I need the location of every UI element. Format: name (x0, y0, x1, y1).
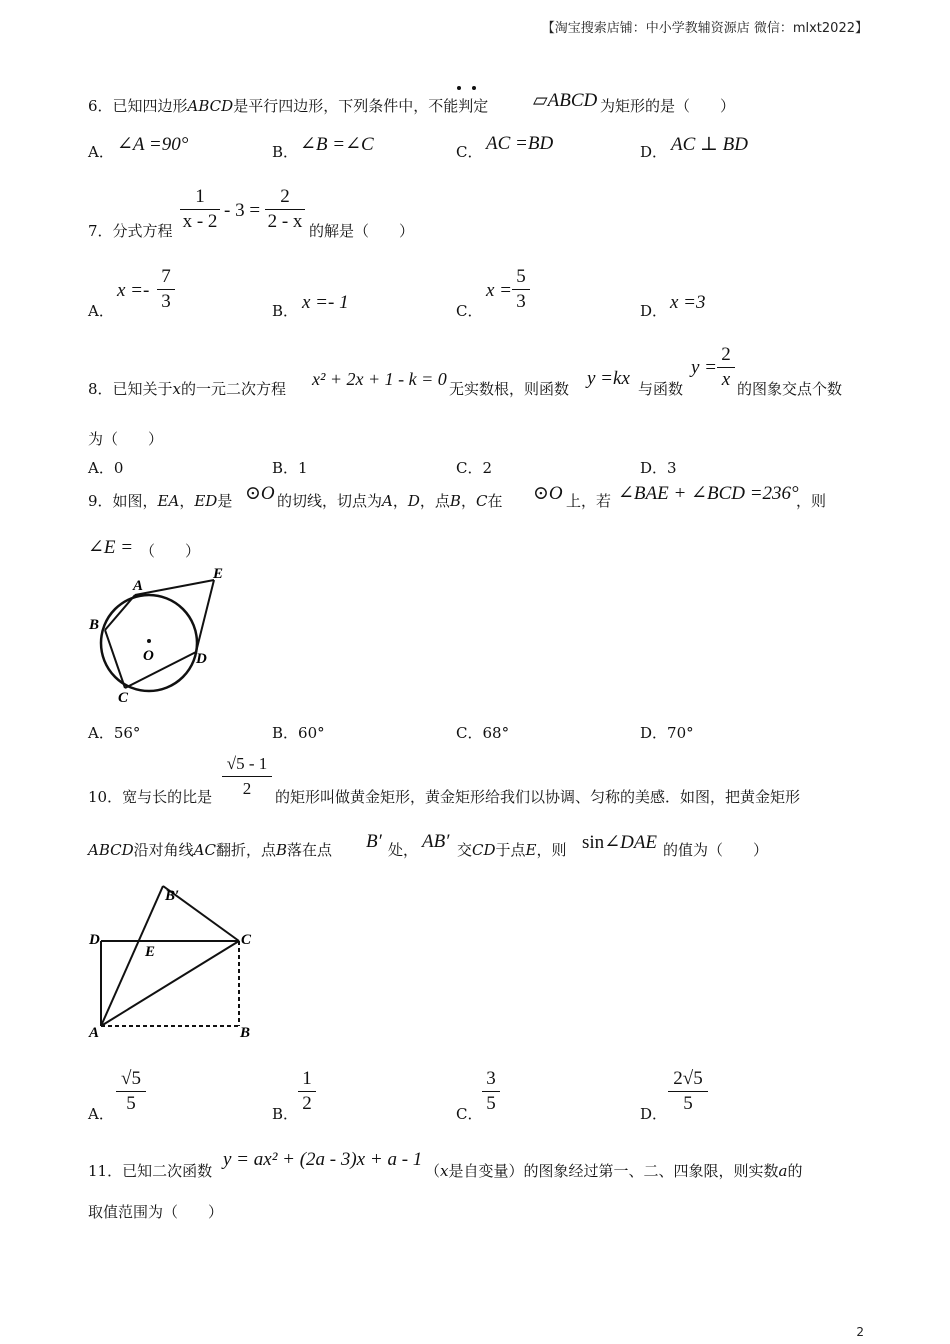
q9-stem-g: ，则 (796, 492, 827, 510)
q10-abprime: AB′ (422, 831, 450, 852)
q7-stem-a: 7．分式方程 (88, 222, 173, 240)
q10-l2-a: 沿对角线 (133, 841, 194, 859)
q8-f2-den: x (721, 369, 731, 390)
q9-option-b (272, 723, 325, 743)
q10-oa-num: √5 (121, 1068, 141, 1089)
q9-stem-d: ，点 (419, 492, 450, 510)
q6-option-d-label: D． (640, 143, 668, 161)
q7-oc-num: 5 (516, 266, 526, 287)
q9-stem-f: 上，若 (566, 492, 612, 510)
q6-stem-d: 为矩形的是（ ） (600, 97, 736, 115)
q7-stem-b: 的解是（ ） (309, 222, 415, 240)
q7-option-c-pre: x = (486, 280, 513, 301)
q8-option-d (640, 458, 677, 478)
q7-option-b-label: B． (272, 302, 299, 320)
segment-cd (125, 652, 196, 688)
q8-option-c (456, 458, 492, 478)
q8-line2: 为（ ） (88, 430, 164, 448)
q8-f2-num: 2 (721, 344, 731, 365)
q9-pt-b: B (449, 492, 461, 510)
q9-pt-c: C (475, 492, 488, 510)
q9-stem-2: 的切线，切点为A，D，点B，C在 (277, 492, 503, 510)
q9-ob-value: 60° (298, 724, 325, 742)
q7-fraction-2 (265, 186, 305, 233)
q9-oc-value: 68° (482, 724, 510, 742)
q7-f2-den: 2 - x (267, 211, 303, 232)
q10-od-den: 5 (683, 1093, 693, 1114)
label-c: C (241, 932, 252, 948)
q6-option-a-label: A． (88, 143, 114, 161)
q10-ratio-den: 2 (242, 779, 252, 798)
segment-ac (101, 941, 239, 1026)
q10-ratio-num: √5 - 1 (226, 754, 268, 773)
q10-l2-e: 交 (457, 841, 473, 859)
q9-circle-1: ⊙O (245, 483, 275, 504)
q7-f1-num: 1 (195, 186, 205, 207)
q7-fraction-1 (180, 186, 220, 233)
segment-ae (135, 580, 214, 595)
segment-ed (196, 580, 214, 652)
label-c: C (118, 690, 129, 706)
q10-abcd: ABCD (88, 841, 134, 859)
label-bprime: B′ (165, 888, 180, 904)
q8-oc-value: 2 (482, 459, 493, 477)
q8-function-2-fraction (717, 344, 735, 391)
q10-figure (85, 880, 260, 1040)
q6-option-b-label: B． (272, 143, 299, 161)
q8-stem (88, 379, 286, 399)
q9-oa-value: 56° (113, 724, 141, 742)
q10-option-d (668, 1068, 708, 1115)
q9-ea: EA (157, 492, 180, 510)
q10-l2-h: 的值为（ ） (663, 841, 769, 859)
q9-od-value: 70° (667, 724, 694, 742)
q6-stem-c: 判定 (458, 97, 489, 115)
q10-cd: CD (472, 841, 496, 859)
segment-ab (105, 595, 135, 630)
q10-option-b (298, 1068, 316, 1115)
q7-option-d: x =3 (670, 292, 706, 313)
q7-f2-num: 2 (280, 186, 290, 207)
label-o: O (143, 648, 154, 664)
q9-stem-b: 是 (217, 492, 233, 510)
q8-stem-e: 的图象交点个数 (737, 380, 843, 398)
q9-pt-a: A (382, 492, 393, 510)
q9-angle-e: ∠E = (88, 537, 134, 558)
q7-option-c-label: C． (456, 302, 483, 320)
q9-option-a (88, 723, 140, 743)
q8-equation: x² + 2x + 1 - k = 0 (312, 369, 447, 389)
q10-stem-a: 10．宽与长的比是 (88, 788, 213, 806)
q7-f1-den: x - 2 (182, 211, 218, 232)
q10-l2-f: 于点 (495, 841, 526, 859)
q6-stem-a: 6．已知四边形 (88, 97, 188, 115)
q8-stem-c: 无实数根，则函数 (449, 380, 570, 398)
q10-option-b-label: B． (272, 1105, 299, 1123)
q10-l2-b: 翻折，点 (215, 841, 276, 859)
q11-stem-d: 的 (787, 1162, 803, 1180)
q10-sin: sin∠DAE (582, 832, 658, 853)
q10-option-d-label: D． (640, 1105, 668, 1123)
q8-od-label: D． (640, 459, 668, 477)
emphasis-dot (457, 86, 461, 90)
q8-oa-label: A． (88, 459, 114, 477)
label-d: D (196, 651, 207, 667)
q7-option-a-label: A． (88, 302, 114, 320)
q6-option-b: ∠B =∠C (300, 134, 374, 155)
q9-oa-label: A． (88, 724, 114, 742)
q11-line2: 取值范围为（ ） (88, 1203, 224, 1221)
q6-stem-b: 是平行四边形，下列条件中， (233, 97, 429, 115)
center-dot (147, 639, 151, 643)
q7-oa-num: 7 (161, 266, 171, 287)
q10-ob-num: 1 (302, 1068, 312, 1089)
q6-stem (88, 96, 488, 116)
q10-stem-b: 的矩形叫做黄金矩形，黄金矩形给我们以协调、匀称的美感．如图，把黄金矩形 (275, 788, 801, 806)
label-d: D (89, 932, 100, 948)
q9-comma: ， (179, 492, 195, 510)
q9-option-c (456, 723, 509, 743)
q10-oa-den: 5 (126, 1093, 136, 1114)
q10-l2-g: ，则 (536, 841, 567, 859)
q9-stem-c: 的切线，切点为 (277, 492, 383, 510)
q10-ratio-fraction (222, 753, 272, 800)
q10-pe: E (525, 841, 537, 859)
q8-var: x (172, 380, 182, 398)
label-b: B (89, 617, 100, 633)
q7-option-c-fraction (512, 266, 530, 313)
q10-od-num: 2√5 (673, 1068, 703, 1089)
q6-option-c-label: C． (456, 143, 483, 161)
q7-mid: - 3 = (224, 200, 261, 221)
q9-oc-label: C． (456, 724, 483, 742)
q9-condition: ∠BAE + ∠BCD =236° (618, 483, 799, 504)
page-number: 2 (856, 1325, 864, 1339)
q7-oa-den: 3 (161, 291, 171, 312)
q11-stem-b: （ (425, 1162, 441, 1180)
q10-bprime: B′ (366, 831, 382, 852)
q8-stem-d: 与函数 (638, 380, 684, 398)
q9-stem-e: 在 (487, 492, 503, 510)
q9-figure (85, 560, 235, 708)
q11-stem-c: 是自变量）的图象经过第一、二、四象限，则实数 (448, 1162, 779, 1180)
q8-function-1: y =kx (587, 368, 630, 389)
q8-option-b (272, 458, 308, 478)
q6-emphasis: 不能 (428, 97, 459, 115)
q11-var: x (440, 1162, 449, 1180)
q10-option-c (482, 1068, 500, 1115)
q11-function: y = ax² + (2a - 3)x + a - 1 (223, 1149, 423, 1170)
q7-oc-den: 3 (516, 291, 526, 312)
q11-stem-rest (425, 1161, 802, 1181)
q7-option-a-pre: x =- (117, 280, 150, 301)
q9-od-label: D． (640, 724, 668, 742)
emphasis-dot (472, 86, 476, 90)
q10-oc-den: 5 (486, 1093, 496, 1114)
q6-option-a: ∠A =90° (117, 134, 189, 155)
q9-ob-label: B． (272, 724, 299, 742)
q8-stem-b: 的一元二次方程 (181, 380, 287, 398)
q8-oc-label: C． (456, 459, 483, 477)
q8-ob-label: B． (272, 459, 299, 477)
q10-option-a-label: A． (88, 1105, 114, 1123)
q6-option-d: AC ⊥ BD (671, 134, 748, 155)
label-e: E (213, 566, 224, 582)
q7-option-d-label: D． (640, 302, 668, 320)
q7-option-a-fraction (157, 266, 175, 313)
q6-option-c: AC =BD (486, 133, 554, 154)
q9-line2: （ ） (140, 542, 201, 560)
q8-od-value: 3 (667, 459, 677, 477)
q9-stem-a: 9．如图， (88, 492, 158, 510)
q10-ob-den: 2 (302, 1093, 312, 1114)
q10-line2-b (457, 840, 567, 860)
q8-option-a (88, 458, 123, 478)
q10-l2-c: 落在点 (287, 841, 333, 859)
q9-option-d (640, 723, 694, 743)
q8-stem-a: 8．已知关于 (88, 380, 173, 398)
segment-bc (105, 630, 125, 688)
q8-ob-value: 1 (298, 459, 308, 477)
q10-pb: B (275, 841, 288, 859)
label-a: A (133, 578, 144, 594)
q10-l2-d: 处， (388, 841, 419, 859)
q9-circle-2: ⊙O (533, 483, 563, 504)
q10-line2-a (88, 840, 332, 860)
q11-stem-a: 11．已知二次函数 (88, 1162, 213, 1180)
q8-function-2-pre: y = (691, 357, 718, 378)
q10-option-a (116, 1068, 146, 1115)
label-b: B (240, 1025, 251, 1040)
q11-a: a (778, 1162, 788, 1180)
q9-ed: ED (194, 492, 218, 510)
q9-pt-d: D (407, 492, 420, 510)
label-a: A (89, 1025, 100, 1040)
q10-oc-num: 3 (486, 1068, 496, 1089)
label-e: E (145, 944, 156, 960)
q7-option-b: x =- 1 (302, 292, 349, 313)
q8-oa-value: 0 (113, 459, 124, 477)
q10-ac: AC (193, 841, 216, 859)
q6-parallelogram: ▱ABCD (533, 90, 598, 111)
q6-abcd: ABCD (187, 97, 234, 115)
q9-stem-1 (88, 491, 232, 511)
q10-option-c-label: C． (456, 1105, 483, 1123)
page-header: 【淘宝搜索店铺：中小学教辅资源店 微信：mlxt2022】 (541, 21, 868, 36)
